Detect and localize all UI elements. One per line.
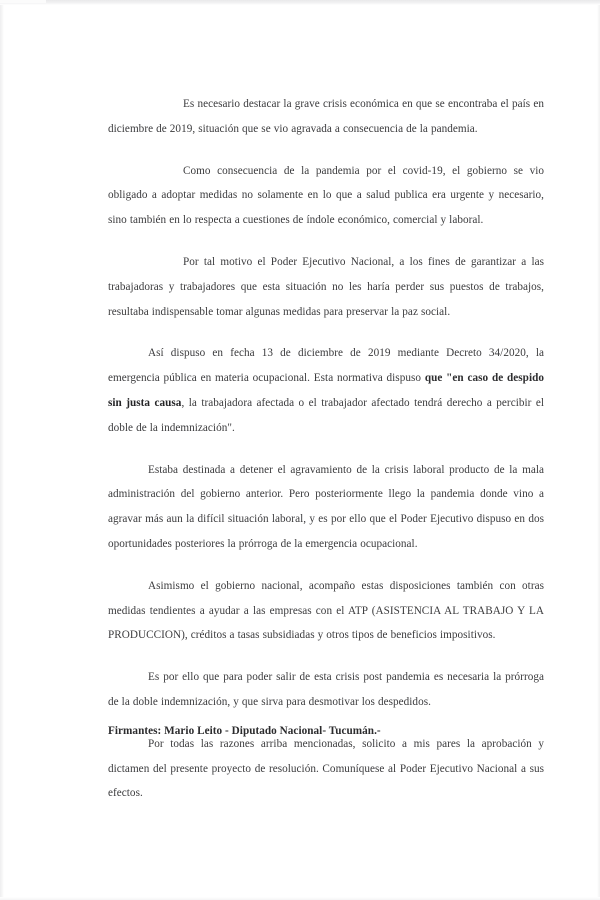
paragraph-2: Como consecuencia de la pandemia por el covid-19, el gobierno se vio obligado a adoptar medidas no solamente en lo que a salud publica era urgente y necesario, sino también en lo respecta a cuestiones de índole económico, comercial y laboral. [108, 164, 544, 227]
decree-quote-open: que "en caso de despido [424, 372, 544, 385]
signature-line: Firmantes: Mario Leito - Diputado Nacional- Tucumán.- [108, 725, 381, 737]
paragraph-8: Por todas las razones arriba mencionadas, solicito a mis pares la aprobación y dictamen del presente proyecto de resolución. Comuníquese al Poder Ejecutivo Nacional a sus efectos. [108, 737, 544, 800]
page-top-edge [0, 0, 600, 5]
decree-quote-emphasis: sin justa causa [108, 396, 182, 409]
paragraph-3: Por tal motivo el Poder Ejecutivo Nacional, a los fines de garantizar a las trabajadoras y trabajadores que esta situación no les haría perder sus puestos de trabajos, resultaba indispensable tomar algunas medidas para preservar la paz social. [108, 255, 544, 318]
paragraph-6: Asimismo el gobierno nacional, acompaño estas disposiciones también con otras medidas tendientes a ayudar a las empresas con el ATP (ASISTENCIA AL TRABAJO Y LA PRODUCCION), créditos a tasas subsidiadas y otros tipos de beneficios impositivos. [108, 579, 544, 642]
page-top-edge-highlight [0, 0, 46, 3]
paragraph-1: Es necesario destacar la grave crisis económica en que se encontraba el país en diciembre de 2019, situación que se vio agravada a consecuencia de la pandemia. [108, 98, 544, 135]
document-body [108, 92, 544, 823]
decree-quote-close: , la trabajadora afectada o el trabajador afectado tendrá derecho a percibir el doble de la indemnización". [108, 396, 544, 434]
paragraph-7: Es por ello que para poder salir de esta crisis post pandemia es necesaria la prórroga de la doble indemnización, y que sirva para desmotivar los despedidos. [108, 671, 544, 708]
page-left-edge [0, 0, 4, 900]
paragraph-decree [108, 341, 544, 440]
decree-lead-text: Así dispuso en fecha 13 de diciembre de 2019 mediante Decreto 34/2020, la emergencia pública en materia ocupacional. Esta normativa dispuso [108, 347, 544, 385]
paragraph-5: Estaba destinada a detener el agravamiento de la crisis laboral producto de la mala administración del gobierno anterior. Pero posteriormente llego la pandemia donde vino a agravar más aun la difícil situación laboral, y es por ello que el Poder Ejecutivo dispuso en dos oportunidades posteriores la prórroga de la emergencia ocupacional. [108, 463, 544, 550]
